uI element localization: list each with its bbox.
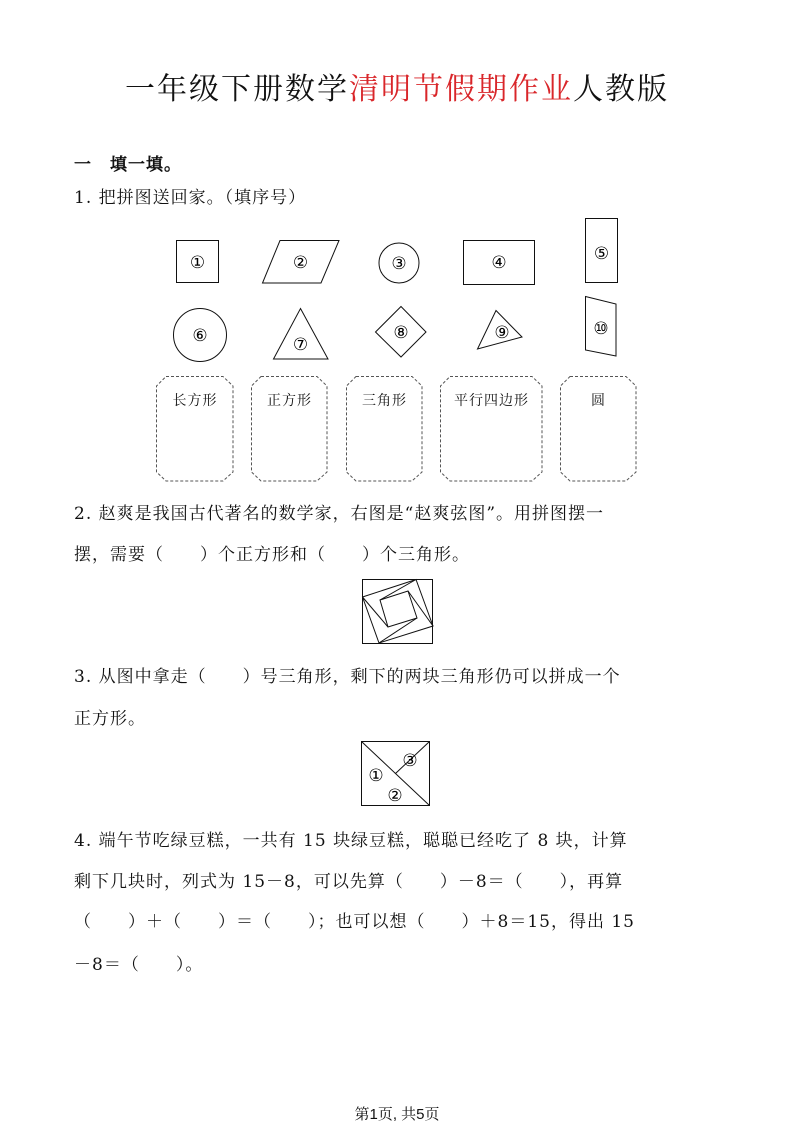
shape-1-square (176, 240, 220, 288)
shape-7-label: ⑦ (292, 335, 309, 355)
question-4-line-3: （ ）＋（ ）＝（ ）；也可以想（ ）＋8＝15，得出 15 (74, 912, 635, 932)
title-black: 一年级下册数学 (125, 72, 349, 107)
page-footer: 第1页, 共5页 (354, 1106, 440, 1123)
box-parallelogram[interactable] (440, 376, 543, 482)
question-3-line-2: 正方形。 (74, 709, 146, 729)
shape-3-label: ③ (391, 254, 407, 274)
zhao-shuang-diagram (362, 579, 434, 649)
box-triangle[interactable] (346, 376, 423, 482)
shape-7-triangle (273, 308, 329, 364)
section-heading: 一 填一填。 (74, 155, 182, 175)
question-1: 1. 把拼图送回家。（填序号） (74, 188, 307, 208)
question-4-line-4: －8＝（ ）。 (74, 955, 204, 975)
shape-10-label: ⑩ (593, 319, 609, 339)
diagram-label-1: ① (368, 766, 384, 786)
question-2-line-2: 摆，需要（ ）个正方形和（ ）个三角形。 (74, 545, 470, 565)
shape-2-parallelogram (262, 240, 340, 288)
question-4-line-2: 剩下几块时，列式为 15－8，可以先算（ ）－8＝（ ），再算 (74, 872, 624, 892)
box-label-rectangle: 长方形 (172, 393, 218, 409)
box-circle[interactable] (560, 376, 637, 482)
title-red: 清明节假期作业 (349, 72, 573, 107)
diagram-label-3: ③ (402, 751, 418, 771)
box-label-square: 正方形 (267, 393, 312, 409)
shape-1-label: ① (189, 253, 206, 273)
shape-4-rectangle (463, 240, 535, 290)
box-rectangle[interactable] (156, 376, 234, 482)
shape-9-triangle (477, 310, 523, 354)
question-4-line-1: 4. 端午节吃绿豆糕，一共有 15 块绿豆糕，聪聪已经吃了 8 块，计算 (74, 831, 628, 851)
title-suffix: 人教版 (573, 72, 669, 107)
shape-4-label: ④ (491, 253, 507, 273)
question-3-line-1: 3. 从图中拿走（ ）号三角形，剩下的两块三角形仍可以拼成一个 (74, 667, 621, 687)
shape-8-label: ⑧ (393, 323, 409, 343)
shape-8-diamond (375, 306, 427, 362)
shape-6-circle (173, 307, 229, 367)
shape-10-trapezoid (585, 296, 617, 362)
square-triangles-diagram (361, 741, 431, 811)
box-square[interactable] (251, 376, 328, 482)
shape-5-rectangle (585, 218, 619, 288)
shape-9-label: ⑨ (494, 323, 510, 343)
box-label-circle: 圆 (591, 393, 606, 409)
shape-5-label: ⑤ (593, 244, 610, 264)
diagram-label-2: ② (387, 786, 403, 806)
question-2-line-1: 2. 赵爽是我国古代著名的数学家，右图是“赵爽弦图”。用拼图摆一 (74, 504, 605, 524)
box-label-parallelogram: 平行四边形 (454, 393, 529, 409)
box-label-triangle: 三角形 (362, 393, 407, 409)
page-title (0, 64, 794, 108)
shape-6-label: ⑥ (192, 326, 208, 346)
shape-3-circle (378, 242, 420, 288)
shape-2-label: ② (292, 253, 309, 273)
